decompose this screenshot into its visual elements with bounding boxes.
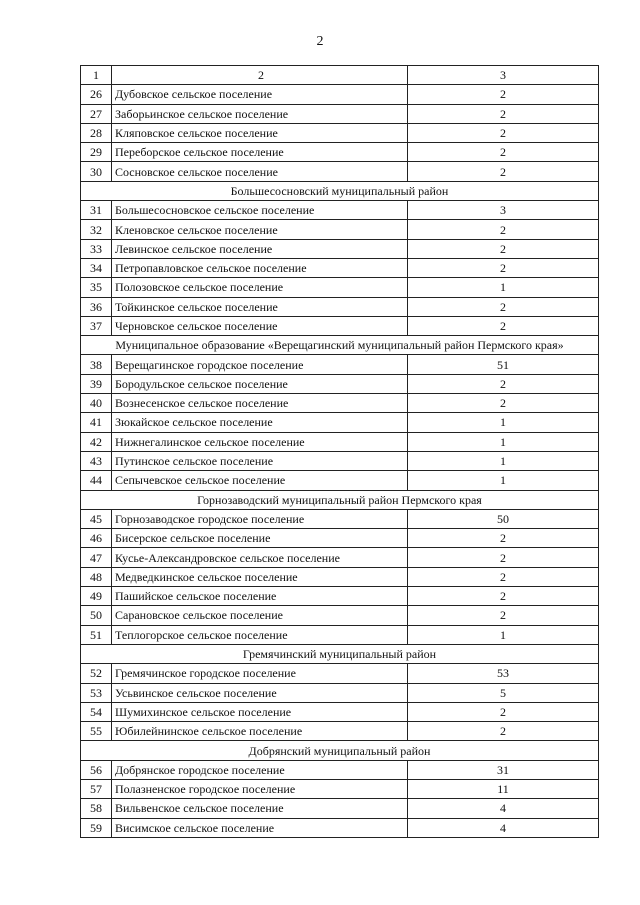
table-row [81,85,599,104]
table-row [81,201,599,220]
table-row [81,799,599,818]
settlement-name: Нижнегалинское сельское поселение [112,432,408,451]
settlement-name: Вознесенское сельское поселение [112,394,408,413]
mandate-count: 2 [408,529,599,548]
row-number: 41 [81,413,112,432]
page-number: 2 [316,34,324,49]
settlement-name: Пашийское сельское поселение [112,587,408,606]
table-row [81,625,599,644]
settlement-name: Петропавловское сельское поселение [112,258,408,277]
settlement-name: Зюкайское сельское поселение [112,413,408,432]
mandate-count: 1 [408,278,599,297]
row-number: 51 [81,625,112,644]
row-number: 33 [81,239,112,258]
mandate-count: 2 [408,587,599,606]
settlement-name: Теплогорское сельское поселение [112,625,408,644]
mandate-count: 3 [408,201,599,220]
settlement-name: Кляповское сельское поселение [112,123,408,142]
mandate-count: 2 [408,104,599,123]
row-number: 54 [81,702,112,721]
mandate-count: 31 [408,760,599,779]
settlement-name: Медведкинское сельское поселение [112,567,408,586]
section-row [81,644,599,663]
table-row [81,374,599,393]
mandate-count: 2 [408,374,599,393]
table-row [81,220,599,239]
row-number: 56 [81,760,112,779]
header-col-3: 3 [408,66,599,85]
table-row [81,258,599,277]
row-number: 32 [81,220,112,239]
settlement-name: Шумихинское сельское поселение [112,702,408,721]
table-row [81,278,599,297]
row-number: 49 [81,587,112,606]
row-number: 34 [81,258,112,277]
mandate-count: 4 [408,818,599,837]
row-number: 59 [81,818,112,837]
section-title: Гремячинский муниципальный район [81,644,599,663]
table-row [81,529,599,548]
settlement-name: Усьвинское сельское поселение [112,683,408,702]
row-number: 57 [81,779,112,798]
table-header-row [81,66,599,85]
section-title: Муниципальное образование «Верещагинский муниципальный район Пермского края» [81,336,599,355]
row-number: 52 [81,664,112,683]
row-number: 39 [81,374,112,393]
table-row [81,779,599,798]
table-row [81,104,599,123]
mandate-count: 2 [408,702,599,721]
settlement-name: Юбилейнинское сельское поселение [112,722,408,741]
settlement-name: Переборское сельское поселение [112,143,408,162]
settlements-table [80,65,599,838]
row-number: 42 [81,432,112,451]
table-row [81,509,599,528]
mandate-count: 2 [408,123,599,142]
table-row [81,123,599,142]
row-number: 36 [81,297,112,316]
header-col-1: 1 [81,66,112,85]
settlement-name: Левинское сельское поселение [112,239,408,258]
mandate-count: 2 [408,316,599,335]
table-row [81,355,599,374]
settlement-name: Путинское сельское поселение [112,451,408,470]
mandate-count: 2 [408,567,599,586]
mandate-count: 2 [408,220,599,239]
section-row [81,490,599,509]
table-row [81,471,599,490]
row-number: 38 [81,355,112,374]
mandate-count: 2 [408,239,599,258]
table-row [81,162,599,181]
settlement-name: Вильвенское сельское поселение [112,799,408,818]
table-row [81,239,599,258]
table-row [81,606,599,625]
section-title: Большесосновский муниципальный район [81,181,599,200]
table-row [81,297,599,316]
settlement-name: Бисерское сельское поселение [112,529,408,548]
row-number: 29 [81,143,112,162]
table-row [81,413,599,432]
mandate-count: 1 [408,451,599,470]
mandate-count: 2 [408,85,599,104]
row-number: 27 [81,104,112,123]
mandate-count: 51 [408,355,599,374]
section-title: Добрянский муниципальный район [81,741,599,760]
table-row [81,432,599,451]
section-row [81,181,599,200]
row-number: 48 [81,567,112,586]
table-row [81,587,599,606]
row-number: 37 [81,316,112,335]
row-number: 28 [81,123,112,142]
mandate-count: 2 [408,258,599,277]
row-number: 58 [81,799,112,818]
table-row [81,316,599,335]
mandate-count: 1 [408,413,599,432]
settlement-name: Кленовское сельское поселение [112,220,408,239]
row-number: 26 [81,85,112,104]
row-number: 44 [81,471,112,490]
row-number: 50 [81,606,112,625]
header-col-2: 2 [112,66,408,85]
table-body [81,66,599,838]
mandate-count: 2 [408,606,599,625]
settlement-name: Сарановское сельское поселение [112,606,408,625]
row-number: 35 [81,278,112,297]
mandate-count: 2 [408,548,599,567]
section-row [81,741,599,760]
settlement-name: Верещагинское городское поселение [112,355,408,374]
settlement-name: Заборьинское сельское поселение [112,104,408,123]
settlement-name: Полозовское сельское поселение [112,278,408,297]
mandate-count: 2 [408,297,599,316]
row-number: 46 [81,529,112,548]
settlement-name: Добрянское городское поселение [112,760,408,779]
table-row [81,451,599,470]
settlement-name: Кусье-Александровское сельское поселение [112,548,408,567]
settlement-name: Горнозаводское городское поселение [112,509,408,528]
row-number: 40 [81,394,112,413]
section-row [81,336,599,355]
mandate-count: 1 [408,471,599,490]
settlement-name: Большесосновское сельское поселение [112,201,408,220]
table-row [81,548,599,567]
table-row [81,702,599,721]
table-row [81,760,599,779]
table-row [81,683,599,702]
row-number: 45 [81,509,112,528]
mandate-count: 53 [408,664,599,683]
mandate-count: 4 [408,799,599,818]
table-row [81,394,599,413]
settlement-name: Сосновское сельское поселение [112,162,408,181]
mandate-count: 1 [408,432,599,451]
settlement-name: Сепычевское сельское поселение [112,471,408,490]
row-number: 31 [81,201,112,220]
mandate-count: 2 [408,162,599,181]
row-number: 53 [81,683,112,702]
table-row [81,567,599,586]
table-row [81,818,599,837]
mandate-count: 5 [408,683,599,702]
mandate-count: 11 [408,779,599,798]
mandate-count: 50 [408,509,599,528]
settlement-name: Дубовское сельское поселение [112,85,408,104]
section-title: Горнозаводский муниципальный район Пермского края [81,490,599,509]
settlement-name: Тойкинское сельское поселение [112,297,408,316]
mandate-count: 2 [408,722,599,741]
row-number: 30 [81,162,112,181]
settlement-name: Черновское сельское поселение [112,316,408,335]
table-row [81,143,599,162]
settlement-name: Полазненское городское поселение [112,779,408,798]
mandate-count: 2 [408,143,599,162]
table-row [81,722,599,741]
mandate-count: 1 [408,625,599,644]
settlement-name: Гремячинское городское поселение [112,664,408,683]
settlement-name: Висимское сельское поселение [112,818,408,837]
mandate-count: 2 [408,394,599,413]
row-number: 47 [81,548,112,567]
table-row [81,664,599,683]
settlement-name: Бородульское сельское поселение [112,374,408,393]
row-number: 43 [81,451,112,470]
row-number: 55 [81,722,112,741]
